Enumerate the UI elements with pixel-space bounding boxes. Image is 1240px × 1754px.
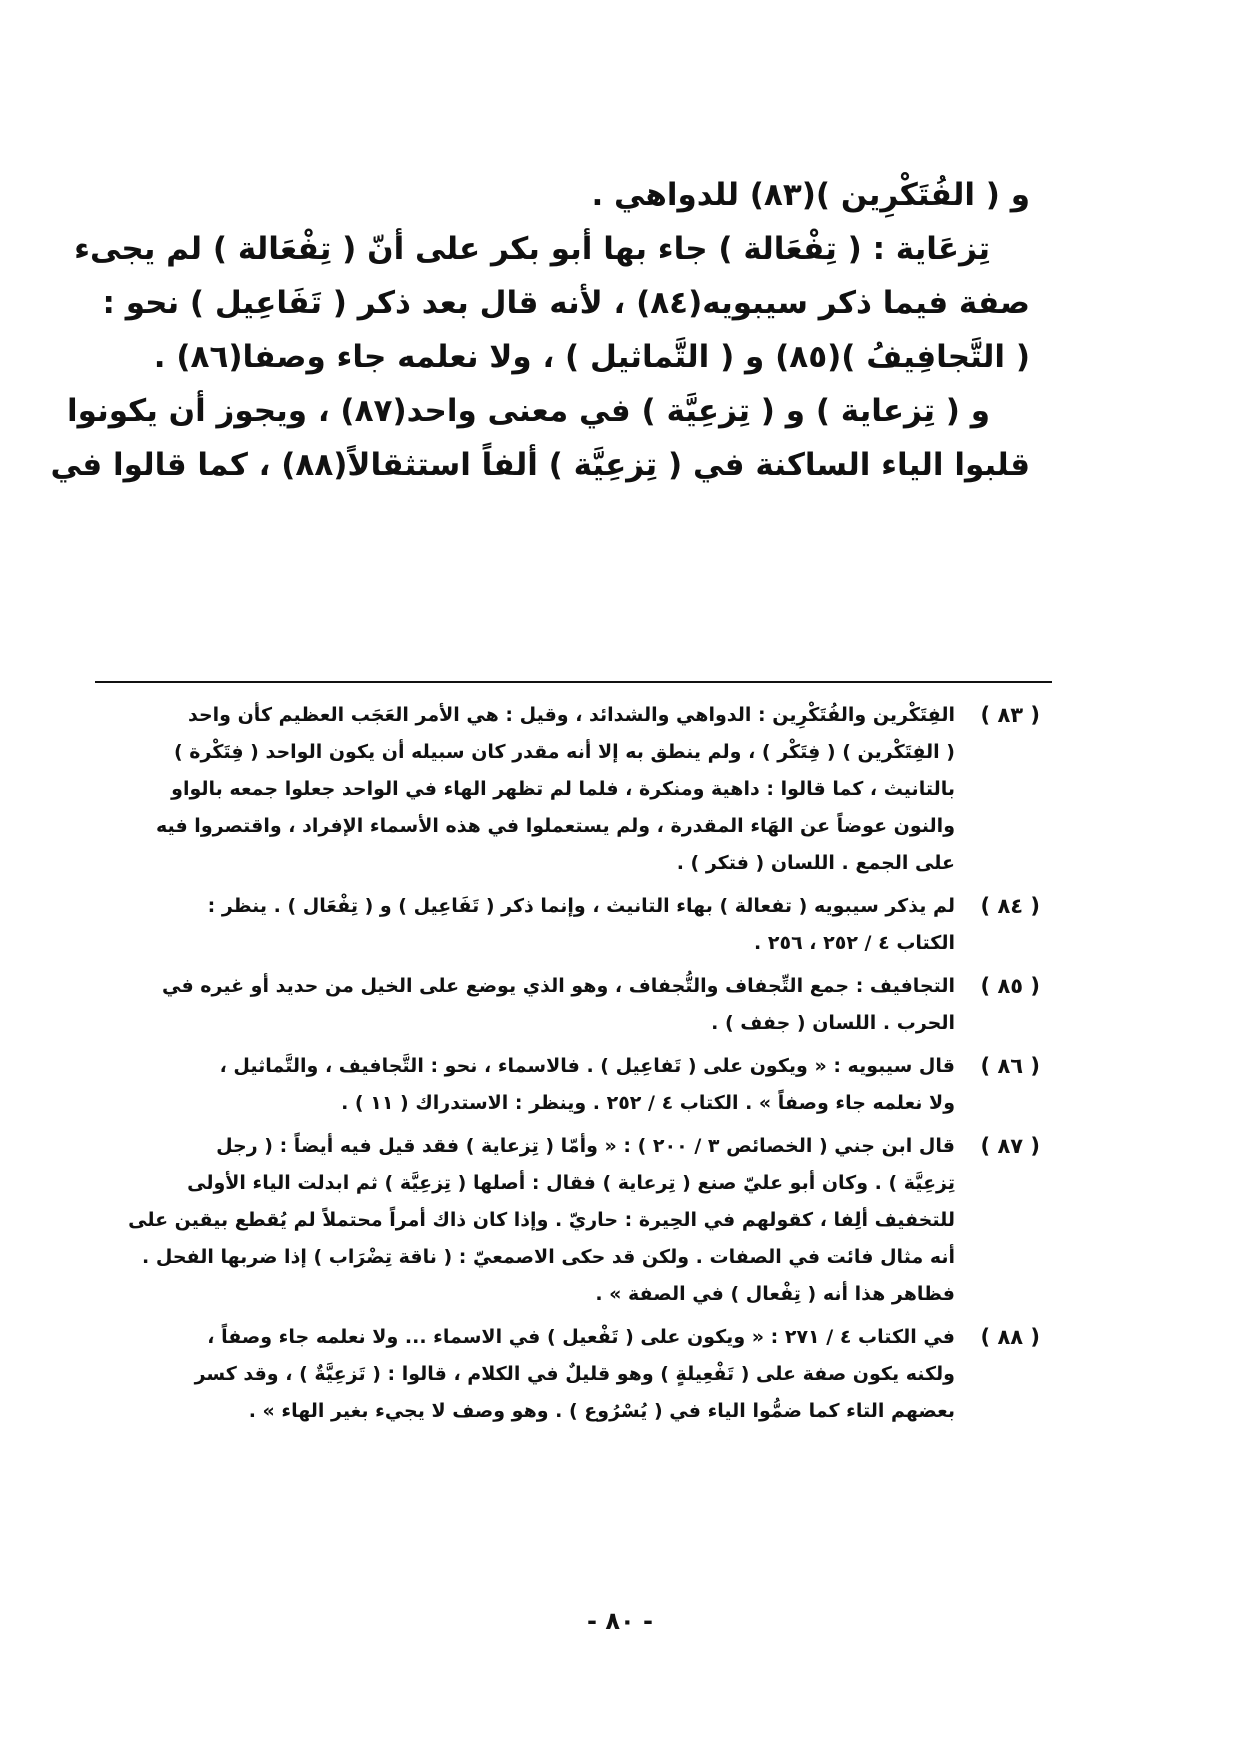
footnote-divider — [95, 681, 1052, 683]
footnote-line: قال ابن جني ( الخصائص ٣ / ٢٠٠ ) : « وأمّا ( تِزعاية ) فقد قيل فيه أيضاً : ( رجل — [216, 1135, 955, 1157]
main-text-line: و ( تِزعاية ) و ( تِزعِيَّة ) في معنى واحد(٨٧) ، ويجوز أن يكونوا — [67, 393, 990, 429]
footnote-body — [95, 1128, 955, 1313]
footnote-line: ولا نعلمه جاء وصفاً » . الكتاب ٤ / ٢٥٢ . وينظر : الاستدراك ( ١١ ) . — [341, 1092, 955, 1114]
footnote-86 — [95, 1048, 1040, 1122]
footnote-line: في الكتاب ٤ / ٢٧١ : « ويكون على ( تَفْعيل ) في الاسماء ... ولا نعلمه جاء وصفاً ، — [207, 1326, 955, 1348]
footnote-85 — [95, 968, 1040, 1042]
footnote-number: ( ٨٨ ) — [980, 1325, 1040, 1349]
footnote-body — [95, 1048, 955, 1122]
footnote-body — [95, 697, 955, 882]
footnote-body — [95, 888, 955, 962]
footnote-line: الحرب . اللسان ( جفف ) . — [711, 1012, 955, 1034]
main-text-line: تِزعَاية : ( تِفْعَالة ) جاء بها أبو بكر على أنّ ( تِفْعَالة ) لم يجىء — [74, 231, 990, 267]
footnote-line: للتخفيف ألِفا ، كقولهم في الحِيرة : حاريّ . وإذا كان ذاك أمراً محتملاً لم يُقطع بيقين على — [128, 1209, 955, 1231]
footnote-83 — [95, 697, 1040, 882]
footnote-84 — [95, 888, 1040, 962]
page-number: - ٨٠ - — [587, 1607, 653, 1635]
main-text-line: ( التَّجافِيفُ )(٨٥) و ( التَّماثيل ) ، ولا نعلمه جاء وصفا(٨٦) . — [153, 339, 1030, 375]
footnote-number: ( ٨٦ ) — [980, 1054, 1040, 1078]
footnote-87 — [95, 1128, 1040, 1313]
footnote-number: ( ٨٧ ) — [980, 1134, 1040, 1158]
footnote-number: ( ٨٤ ) — [980, 894, 1040, 918]
main-text-line: قلبوا الياء الساكنة في ( تِزعِيَّة ) ألفاً استثقالاً(٨٨) ، كما قالوا في — [50, 447, 1030, 483]
footnote-body — [95, 968, 955, 1042]
footnote-line: بالتانيث ، كما قالوا : داهية ومنكرة ، فلما لم تظهر الهاء في الواحد جعلوا جمعه بالواو — [171, 778, 955, 800]
main-text-line: صفة فيما ذكر سيبويه(٨٤) ، لأنه قال بعد ذكر ( تَفَاعِيل ) نحو : — [102, 285, 1030, 321]
footnote-line: تِزعِيَّة ) . وكان أبو عليّ صنع ( تِرعاية ) فقال : أصلها ( تِزعِيَّة ) ثم ابدلت الياء الأولى — [187, 1172, 955, 1194]
footnote-line: ( الفِتَكْرين ) ( فِتَكْر ) ، ولم ينطق به إلا أنه مقدر كان سبيله أن يكون الواحد ( فِتَكْرة ) — [173, 741, 955, 763]
main-text-line: و ( الفُتَكْرِين )(٨٣) للدواهي . — [591, 177, 1030, 213]
footnote-88 — [95, 1319, 1040, 1430]
footnote-line: الفِتَكْرين والفُتَكْرِين : الدواهي والشدائد ، وقيل : هي الأمر العَجَب العظيم كأن واحد — [187, 704, 955, 726]
footnote-line: بعضهم التاء كما ضمُّوا الياء في ( يُسْرُوع ) . وهو وصف لا يجيء بغير الهاء » . — [248, 1400, 955, 1422]
footnote-body — [95, 1319, 955, 1430]
footnote-number: ( ٨٣ ) — [980, 703, 1040, 727]
footnote-line: لم يذكر سيبويه ( تفعالة ) بهاء التانيث ، وإنما ذكر ( تَفَاعِيل ) و ( تِفْعَال ) . ينظر : — [207, 895, 955, 917]
footnote-line: على الجمع . اللسان ( فتكر ) . — [676, 852, 955, 874]
footnote-number: ( ٨٥ ) — [980, 974, 1040, 998]
footnote-line: والنون عوضاً عن الهَاء المقدرة ، ولم يستعملوا في هذه الأسماء الإفراد ، واقتصروا فيه — [155, 815, 955, 837]
footnote-line: فظاهر هذا أنه ( تِفْعال ) في الصفة » . — [595, 1283, 955, 1305]
footnote-line: الكتاب ٤ / ٢٥٢ ، ٢٥٦ . — [754, 932, 955, 954]
footnote-line: التجافيف : جمع التِّجفاف والتُّجفاف ، وهو الذي يوضع على الخيل من حديد أو غيره في — [162, 975, 955, 997]
footnote-line: أنه مثال فائت في الصفات . ولكن قد حكى الاصمعيّ : ( ناقة تِضْرَاب ) إذا ضربها الفحل . — [142, 1246, 955, 1268]
footnote-line: قال سيبويه : « ويكون على ( تَفاعِيل ) . فالاسماء ، نحو : التَّجافيف ، والتَّماثيل ، — [219, 1055, 955, 1077]
main-text — [50, 168, 1030, 492]
footnotes — [95, 697, 1040, 1436]
footnote-line: ولكنه يكون صفة على ( تَفْعِيلةٍ ) وهو قليلٌ في الكلام ، قالوا : ( تَزعِيَّةٌ ) ، وقد كسر — [194, 1363, 955, 1385]
